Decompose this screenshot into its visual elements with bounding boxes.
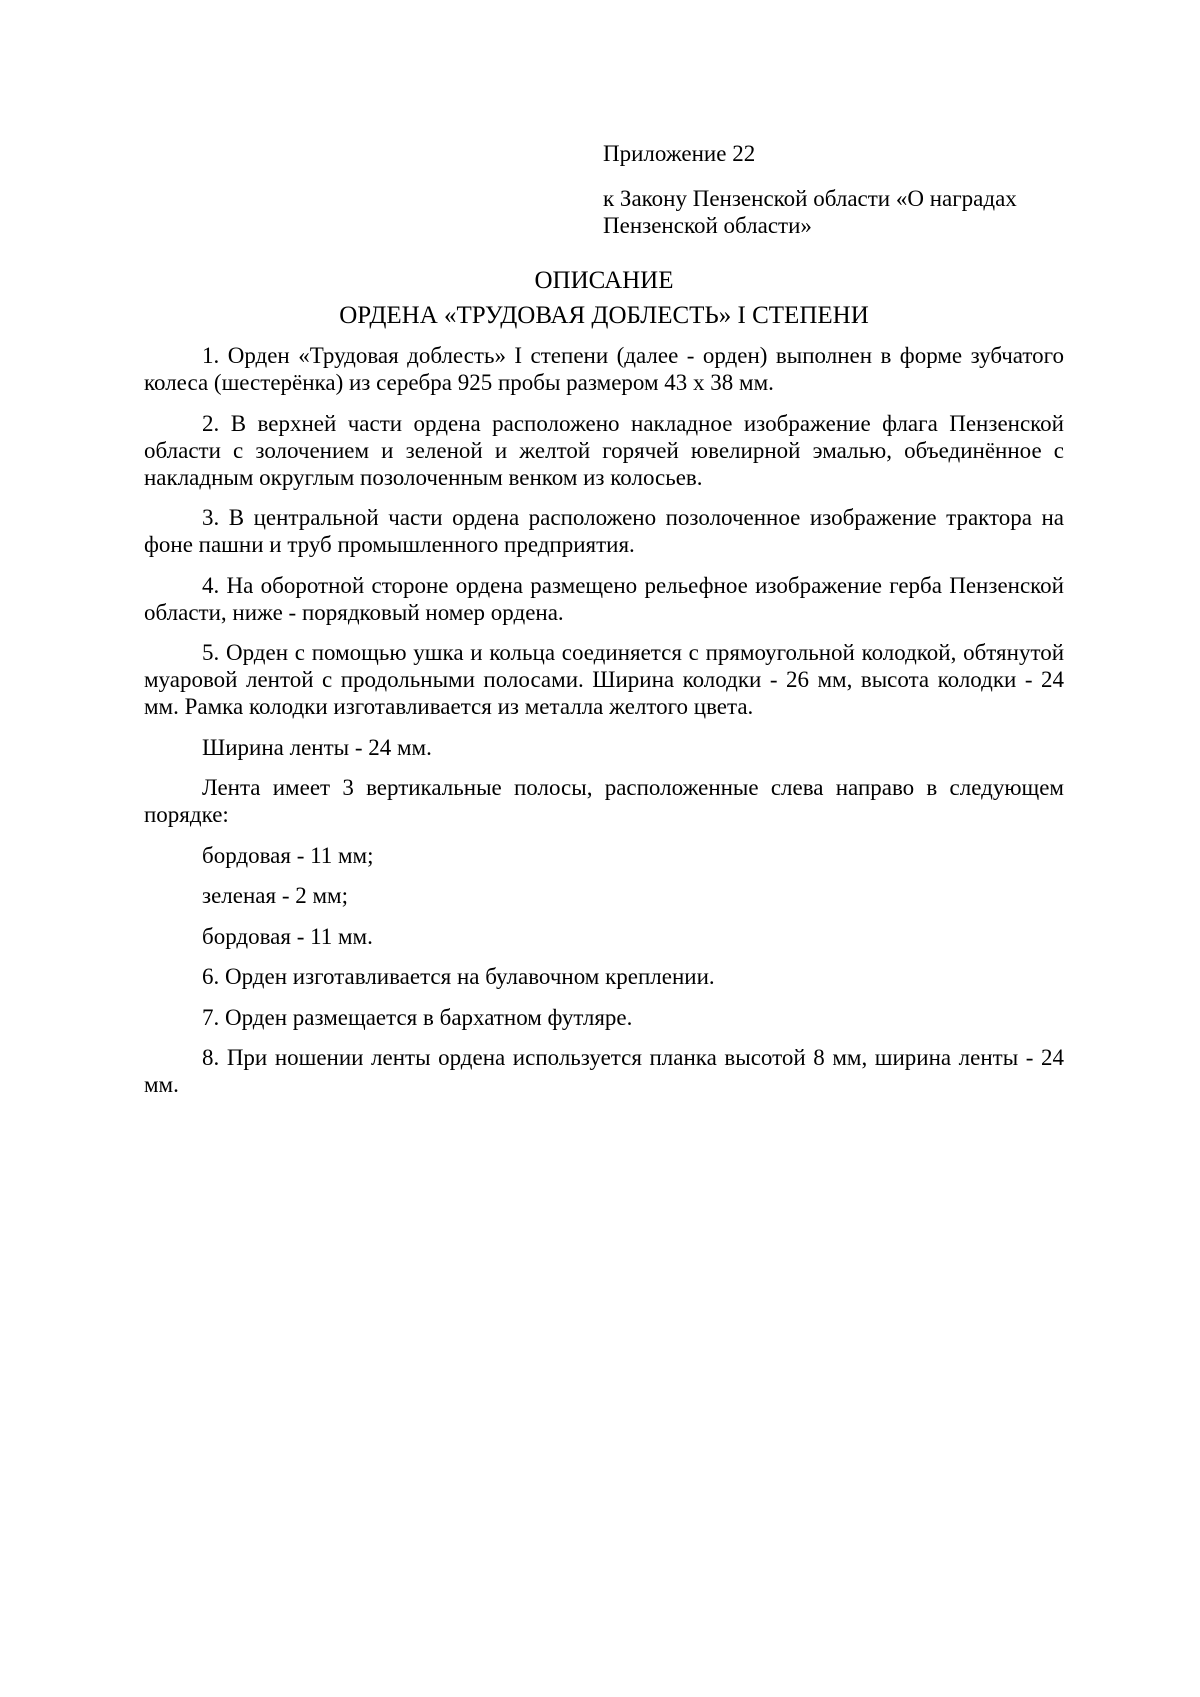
paragraph-7-case: 7. Орден размещается в бархатном футляре. [202,1004,633,1030]
paragraph-4-reverse-side: 4. На оборотной стороне ордена размещено рельефное изображение герба Пензенской области, ниже - порядковый номер ордена. [144,572,1064,625]
document-title [144,263,1064,333]
appendix-number: Приложение 22 [603,141,756,166]
title-line-order-name: ОРДЕНА «ТРУДОВАЯ ДОБЛЕСТЬ» I СТЕПЕНИ [339,302,869,329]
law-reference: к Закону Пензенской области «О наградах Пензенской области» [603,186,1017,238]
paragraph-ribbon-stripes: Лента имеет 3 вертикальные полосы, расположенные слева направо в следующем порядке: [144,775,1064,827]
appendix-header [603,140,1063,239]
paragraph-ribbon-width: Ширина ленты - 24 мм. [202,734,432,760]
title-line-description: ОПИСАНИЕ [534,267,674,294]
stripe-item-burgundy-1: бордовая - 11 мм; [202,842,374,868]
paragraph-2-upper-part: 2. В верхней части ордена расположено накладное изображение флага Пензенской области с золочением и зеленой и желтой горячей ювелирной эмалью, объединённое с накладным округлым позолоченным венком из колосьев. [144,410,1064,490]
paragraph-8-ribbon-plank: 8. При ношении ленты ордена используется планка высотой 8 мм, ширина ленты - 24 мм. [144,1045,1064,1097]
paragraph-1-form: 1. Орден «Трудовая доблесть» I степени (далее - орден) выполнен в форме зубчатого колеса (шестерёнка) из серебра 925 пробы размером 43 х 38 мм. [144,343,1064,395]
stripe-item-green: зеленая - 2 мм; [202,883,348,908]
paragraph-5-ribbon-bar: 5. Орден с помощью ушка и кольца соединяется с прямоугольной колодкой, обтянутой муаровой лентой с продольными полосами. Ширина колодки - 26 мм, высота колодки - 24 мм. Рамка колодки изготавливается из металла желтого цвета. [144,640,1064,719]
document-body [144,342,1064,1112]
paragraph-3-central-part: 3. В центральной части ордена расположено позолоченное изображение трактора на фоне пашни и труб промышленного предприятия. [144,505,1064,557]
stripe-item-burgundy-2: бордовая - 11 мм. [202,923,373,949]
paragraph-6-pin: 6. Орден изготавливается на булавочном креплении. [202,964,715,989]
